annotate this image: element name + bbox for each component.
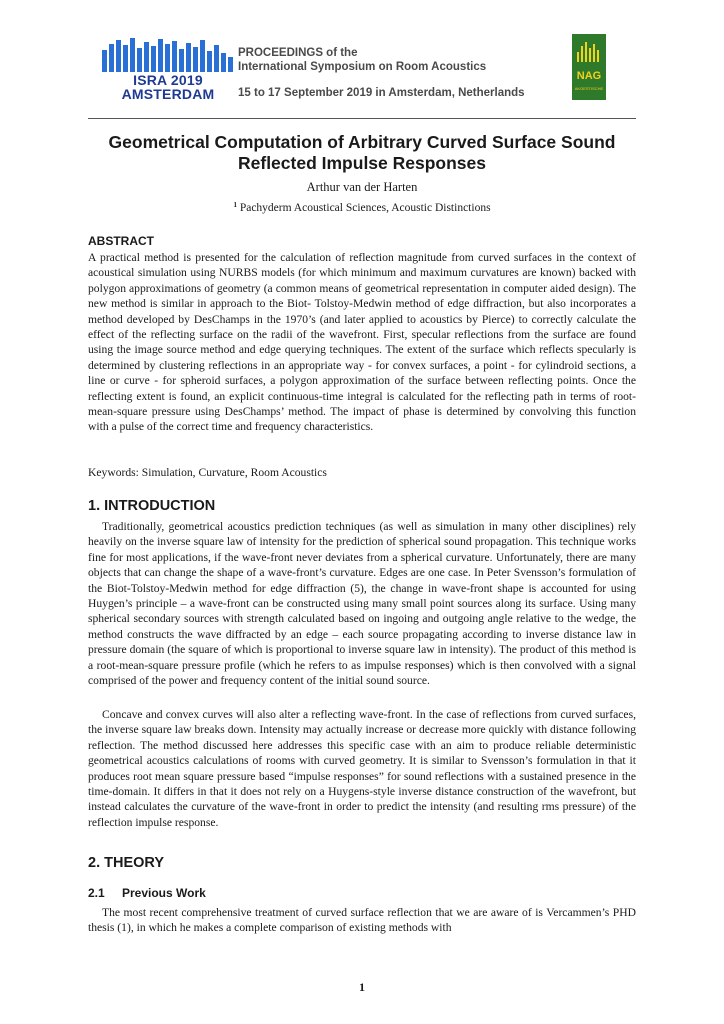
previous-work-paragraph: The most recent comprehensive treatment of curved surface reflection that we are aware of is Vercammen’s PHD thesis (1), in which he makes a complete comparison of existing methods with: [88, 906, 636, 935]
nag-logo-text: NAG: [576, 70, 602, 82]
isra-bars-graphic: [98, 36, 238, 76]
affiliation-text: Pachyderm Acoustical Sciences, Acoustic Distinctions: [239, 202, 491, 214]
affiliation-mark: 1: [233, 201, 237, 209]
subsection-number: 2.1: [88, 886, 105, 900]
theory-heading: 2. THEORY: [88, 855, 165, 871]
nag-logo: [572, 34, 606, 100]
isra-logo-line1: ISRA 2019: [133, 72, 203, 88]
abstract-heading: ABSTRACT: [88, 234, 154, 248]
proceedings-header: [238, 46, 486, 74]
page-number: 1: [359, 980, 365, 994]
paper-author: Arthur van der Harten: [306, 180, 418, 194]
proceedings-line2: International Symposium on Room Acoustics: [238, 61, 487, 73]
isra-logo-line2: AMSTERDAM: [121, 86, 215, 102]
paper-affiliation: [88, 201, 636, 214]
introduction-heading: 1. INTRODUCTION: [88, 498, 216, 514]
subsection-title: Previous Work: [122, 886, 206, 900]
conference-dates: 15 to 17 September 2019 in Amsterdam, Netherlands: [238, 87, 525, 99]
paper-title: Geometrical Computation of Arbitrary Curved Surface Sound Reflected Impulse Responses: [108, 132, 616, 173]
abstract-text: A practical method is presented for the calculation of reflection magnitude from curved surfaces in the context of acoustical simulation using NURBS models (for which minimum and maximum curvatures are known) backed with polygon approximations of geometry (a common means of geometrical representation in computer aided design). The new method is similar in approach to the Biot- Tolstoy-Medwin method of edge diffraction, but also incorporates a method developed by DesChamps in the 1970’s (and later applied to acoustics by Pierce) to correctly calculate the effect of the reflecting surface on the radii of the wavefront. First, specular reflections from the surface are found using the image source method and edge querying techniques. The extent of the surface which reflects specularly is determined by clustering reflections in an appropriate way - for convex surfaces, a point - for cylindroid sections, a line or curve - for spheroid surfaces, a polygon approximation of the surface between reflecting points. Once the reflecting extent is found, an explicit continuous-time integral is calculated for the reflecting path in terms of root-mean-square pressure using DesChamps’ method. The impact of phase is determined by convolving this function with a pulse of the correct time and frequency characteristics.: [88, 251, 636, 434]
previous-work-heading: [88, 886, 206, 900]
nag-logo-subtext: AKOESTISCHE: [574, 86, 604, 91]
isra-2019-logo: [98, 36, 238, 102]
keywords: Keywords: Simulation, Curvature, Room Acoustics: [88, 466, 327, 479]
nag-waveform-icon: [572, 34, 606, 70]
isra-logo-text: [98, 73, 238, 101]
introduction-paragraph-1: Traditionally, geometrical acoustics prediction techniques (as well as simulation in many other disciplines) rely heavily on the inverse square law of intensity for the prediction of spherical sound propagation. This technique works fine for most applications, if the wave-front never deviates from a spherical curvature. Unfortunately, there are many objects that can change the shape of a wave-front’s curvature. Edges are one case. In Peter Svensson’s formulation of the Biot-Tolstoy-Medwin method for edge diffraction (5), the change in wave-front shape is accounted for using Huygen’s principle – a wave-front can be constructed using many small point sources along its surface. Using many spherical secondary sources with strength calculated based on ingoing and outgoing angle relative to the wedge, the method constructs the wave diffracted by an edge – each source propagating according to inverse distance law in pressure domain (the square of which is proportional to inverse square law in intensity). The product of this method is a root-mean-square pressure profile (which he refers to as impulse responses) which is then convolved with a signal comprised of the power and frequency content of the initial sound source.: [88, 520, 636, 688]
header-divider: [88, 118, 636, 119]
proceedings-line1: PROCEEDINGS of the: [238, 47, 358, 59]
introduction-paragraph-2: Concave and convex curves will also alter a reflecting wave-front. In the case of reflections from curved surfaces, the inverse square law breaks down. Intensity may actually increase or decrease more quickly with distance following reflection. The method discussed here addresses this specific case with an aim to produce reliable deterministic geometrical acoustics calculations of rooms with curved geometry. It is similar to Svensson’s formulation in that it produces root mean square pressure based “impulse responses” for sound reflections with a sustained presence in the time-domain. It differs in that it does not rely on a Huygens-style inverse distance construction of the wavefront, but instead calculates the curvature of the wave-front in order to predict the intensity (and resulting rms pressure) of the reflection impulse response.: [88, 708, 636, 829]
